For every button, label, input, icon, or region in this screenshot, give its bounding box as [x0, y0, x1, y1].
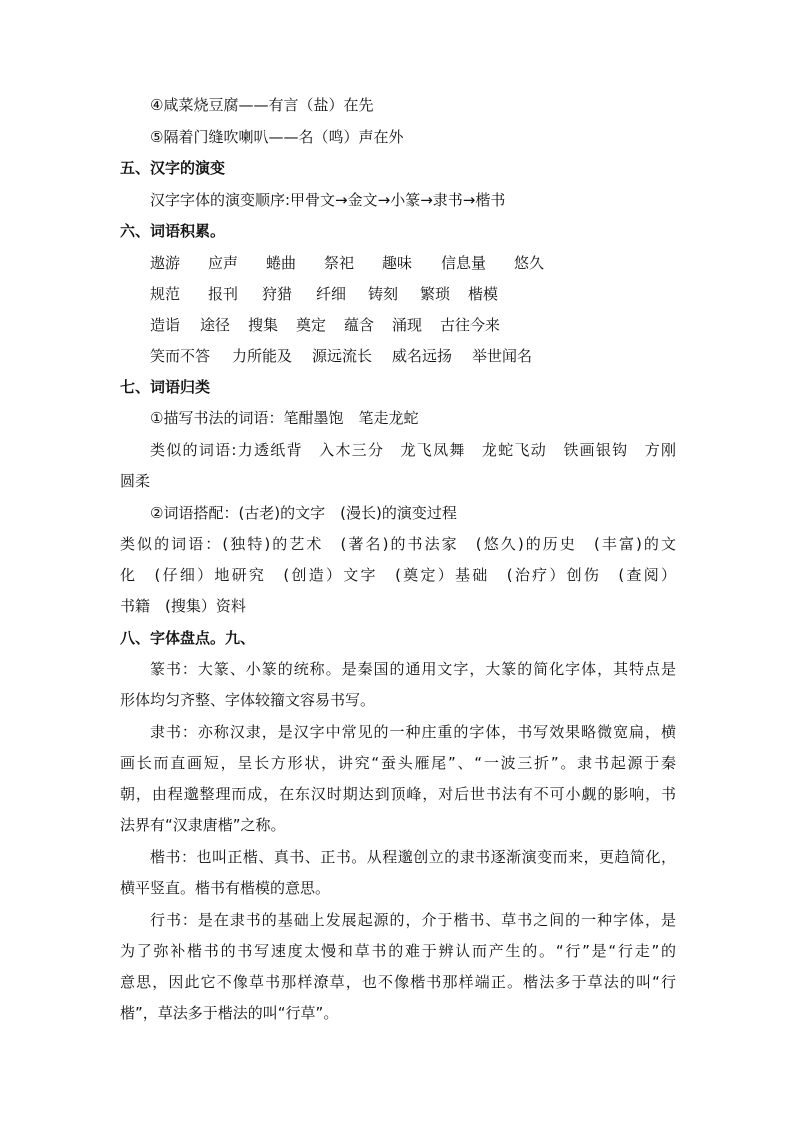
- similar-words-2: 类似的词语：(独特)的艺术 (著名)的书法家 (悠久)的历史 (丰富)的文: [120, 535, 676, 553]
- vocab-row-3: [150, 315, 500, 335]
- vocab-word: 举世闻名: [472, 347, 533, 365]
- similar-words-2-cont: 化 (仔细）地研究 (创造）文字 (奠定）基础 (治疗）创伤 (查阅）: [120, 566, 676, 584]
- idiom-item-4: ④咸菜烧豆腐——有言（盐）在先: [150, 96, 374, 114]
- evolution-text: 汉字字体的演变顺序:甲骨文→金文→小篆→隶书→楷书: [150, 191, 506, 209]
- regular-script-para: 楷书：也叫正楷、真书、正书。从程邈创立的隶书逐渐演变而来，更趋简化，: [150, 848, 676, 866]
- vocab-word: 造诣: [150, 316, 181, 334]
- section-heading-5: 五、汉字的演变: [120, 159, 226, 177]
- vocab-row-4: [150, 346, 532, 366]
- vocab-word: 蕴含: [344, 316, 375, 334]
- similar-words-1-cont: 圆柔: [120, 472, 151, 490]
- section-heading-8: 八、字体盘点。九、: [120, 629, 256, 647]
- similar-words-1: 类似的词语:力透纸背 入木三分 龙飞凤舞 龙蛇飞动 铁画银钩 方刚: [150, 441, 676, 459]
- vocab-word: 威名远扬: [392, 347, 453, 365]
- vocab-row-2: [150, 284, 498, 304]
- vocab-word: 应声: [208, 254, 239, 272]
- vocab-word: 悠久: [514, 254, 545, 272]
- vocab-word: 源远流长: [312, 347, 373, 365]
- idiom-item-5: ⑤隔着门缝吹喇叭——名（鸣）声在外: [150, 128, 404, 146]
- vocab-word: 纤细: [316, 285, 347, 303]
- clerical-script-para: 隶书：亦称汉隶，是汉字中常见的一种庄重的字体，书写效果略微宽扁，横: [150, 723, 676, 741]
- clerical-script-para-end: 法界有“汉隶唐楷”之称。: [120, 816, 286, 834]
- similar-words-2-end: 书籍 (搜集）资料: [120, 597, 246, 615]
- section-heading-7: 七、词语归类: [120, 378, 211, 396]
- vocab-word: 规范: [150, 285, 181, 303]
- vocab-word: 遨游: [150, 254, 181, 272]
- vocab-row-1: [150, 253, 544, 273]
- vocab-word: 涌现: [392, 316, 423, 334]
- seal-script-para-cont: 形体均匀齐整、字体较籀文容易书写。: [120, 691, 376, 709]
- section-heading-6: 六、词语积累。: [120, 222, 226, 240]
- vocab-word: 奠定: [296, 316, 327, 334]
- vocab-word: 力所能及: [232, 347, 293, 365]
- clerical-script-para-cont: 画长而直画短，呈长方形状，讲究“蚕头雁尾”、“一波三折”。隶书起源于秦: [120, 754, 676, 772]
- vocab-word: 狩猎: [262, 285, 293, 303]
- vocab-word: 繁琐: [420, 285, 451, 303]
- vocab-word: 搜集: [248, 316, 279, 334]
- running-script-para: 行书：是在隶书的基础上发展起源的，介于楷书、草书之间的一种字体，是: [150, 911, 676, 929]
- vocab-word: 祭祀: [324, 254, 355, 272]
- running-script-para-end: 楷”，草法多于楷法的叫“行草”。: [120, 1004, 339, 1022]
- calligraphy-words: ①描写书法的词语：笔酣墨饱 笔走龙蛇: [150, 409, 419, 427]
- vocab-word: 铸刻: [368, 285, 399, 303]
- vocab-word: 趣味: [382, 254, 413, 272]
- seal-script-para: 篆书：大篆、小篆的统称。是秦国的通用文字，大篆的简化字体，其特点是: [150, 660, 676, 678]
- running-script-para-cont: 为了弥补楷书的书写速度太慢和草书的难于辨认而产生的。“行”是“行走”的: [120, 942, 676, 960]
- clerical-script-para-cont: 朝，由程邈整理而成，在东汉时期达到顶峰，对后世书法有不可小觑的影响，书: [120, 785, 676, 803]
- vocab-word: 楷模: [468, 285, 499, 303]
- vocab-word: 蜷曲: [266, 254, 297, 272]
- vocab-word: 笑而不答: [150, 347, 211, 365]
- vocab-word: 途径: [200, 316, 231, 334]
- vocab-word: 信息量: [441, 254, 487, 272]
- word-collocation: ②词语搭配：(古老)的文字 (漫长)的演变过程: [150, 504, 457, 522]
- vocab-word: 报刊: [208, 285, 239, 303]
- regular-script-para-cont: 横平竖直。楷书有楷模的意思。: [120, 879, 331, 897]
- running-script-para-cont: 意思，因此它不像草书那样潦草，也不像楷书那样端正。楷法多于草法的叫“行: [120, 973, 676, 991]
- vocab-word: 古往今来: [440, 316, 501, 334]
